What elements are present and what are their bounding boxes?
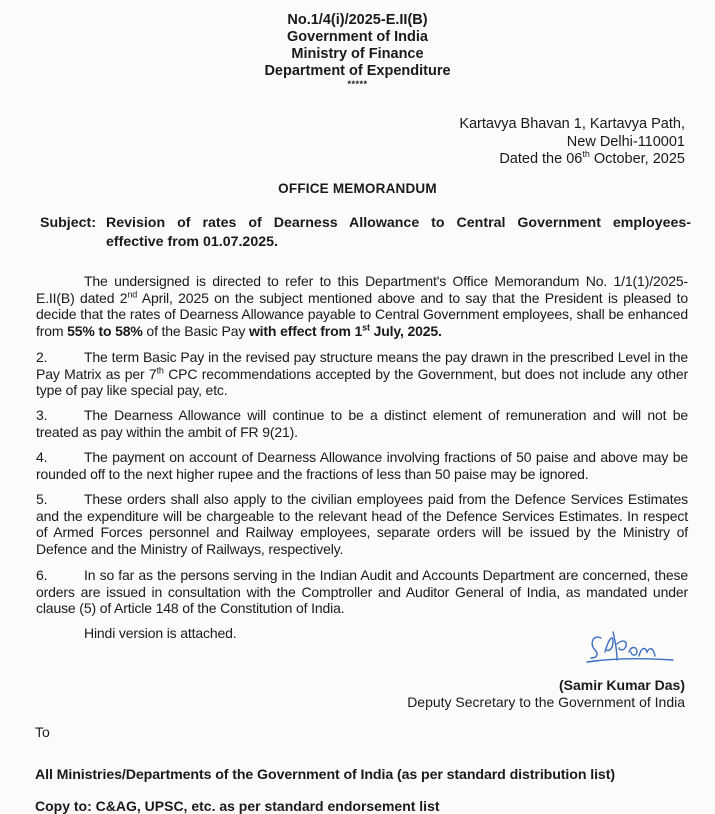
paragraph-5: 5. These orders shall also apply to the civilian employees paid from the Defence Services Estimates and the expenditure will be chargeable to the relevant head of the Defence Services Estimates. In respect of Armed Forces personnel and Railway employees, separate orders will be issued by the Ministry of Defence and the Ministry of Railways, respectively. <box>36 491 688 557</box>
signatory-name: (Samir Kumar Das) <box>558 677 685 693</box>
document-title: OFFICE MEMORANDUM <box>278 181 437 196</box>
ministry-name: Ministry of Finance <box>291 46 424 62</box>
paragraph-2: 2. The term Basic Pay in the revised pay structure means the pay drawn in the prescribed Level in the Pay Matrix as per 7th CPC recommendations accepted by the Government, but does not include any other type of pay like special pay, etc. <box>36 349 688 398</box>
department-name: Department of Expenditure <box>264 63 451 79</box>
paragraph-number: 4. <box>36 449 48 465</box>
subject-block <box>40 214 691 252</box>
recipients-line: All Ministries/Departments of the Government of India (as per standard distribution list) <box>35 767 615 783</box>
copy-to-line: Copy to: C&AG, UPSC, etc. as per standard endorsement list <box>35 798 440 814</box>
to-label: To <box>35 724 50 740</box>
paragraph-number: 5. <box>36 491 48 507</box>
letterhead <box>0 12 715 89</box>
signature-image <box>583 628 675 668</box>
subject-line-2: effective from 01.07.2025. <box>106 234 278 250</box>
signatory-designation: Deputy Secretary to the Government of India <box>407 694 685 710</box>
subject-label: Subject: <box>40 215 96 231</box>
paragraph-number: 3. <box>36 407 48 423</box>
paragraph-number: 2. <box>36 349 48 365</box>
paragraph-6: 6. In so far as the persons serving in the Indian Audit and Accounts Department are concerned, these orders are issued in consultation with the Comptroller and Auditor General of India, as mandated under clause (5) of Article 148 of the Constitution of India. <box>36 567 688 616</box>
address-line-2: New Delhi-110001 <box>566 133 685 150</box>
government-name: Government of India <box>287 29 428 45</box>
subject-line-1: Subject: Revision of rates of Dearness Allowance to Central Government employees- <box>40 215 691 231</box>
da-rate-change: 55% to 58% <box>67 322 143 339</box>
paragraph-number: 6. <box>36 567 48 583</box>
paragraph-3: 3. The Dearness Allowance will continue to be a distinct element of remuneration and will not be treated as pay within the ambit of FR 9(21). <box>36 407 688 440</box>
separator-stars: ***** <box>347 79 368 89</box>
paragraph-4: 4. The payment on account of Dearness Allowance involving fractions of 50 paise and above may be rounded off to the next higher rupee and the fractions of less than 50 paise may be ignored. <box>36 449 688 482</box>
hindi-version-note: Hindi version is attached. <box>84 625 237 641</box>
address-block <box>459 116 685 169</box>
address-line-1: Kartavya Bhavan 1, Kartavya Path, <box>459 116 685 132</box>
paragraph-1: The undersigned is directed to refer to this Department's Office Memorandum No. 1/1(1)/2025-E.II(B) dated 2nd April, 2025 on the subject mentioned above and to say that the President is pleased to decide that the rates of Dearness Allowance payable to Central Government employees, shall be enhanced from 55% to 58% of the Basic Pay with effect from 1st July, 2025. <box>36 273 688 339</box>
effective-date: with effect from 1st July, 2025. <box>248 321 442 339</box>
file-number: No.1/4(i)/2025-E.II(B) <box>287 12 428 28</box>
document-date: Dated the 06th October, 2025 <box>499 149 685 167</box>
